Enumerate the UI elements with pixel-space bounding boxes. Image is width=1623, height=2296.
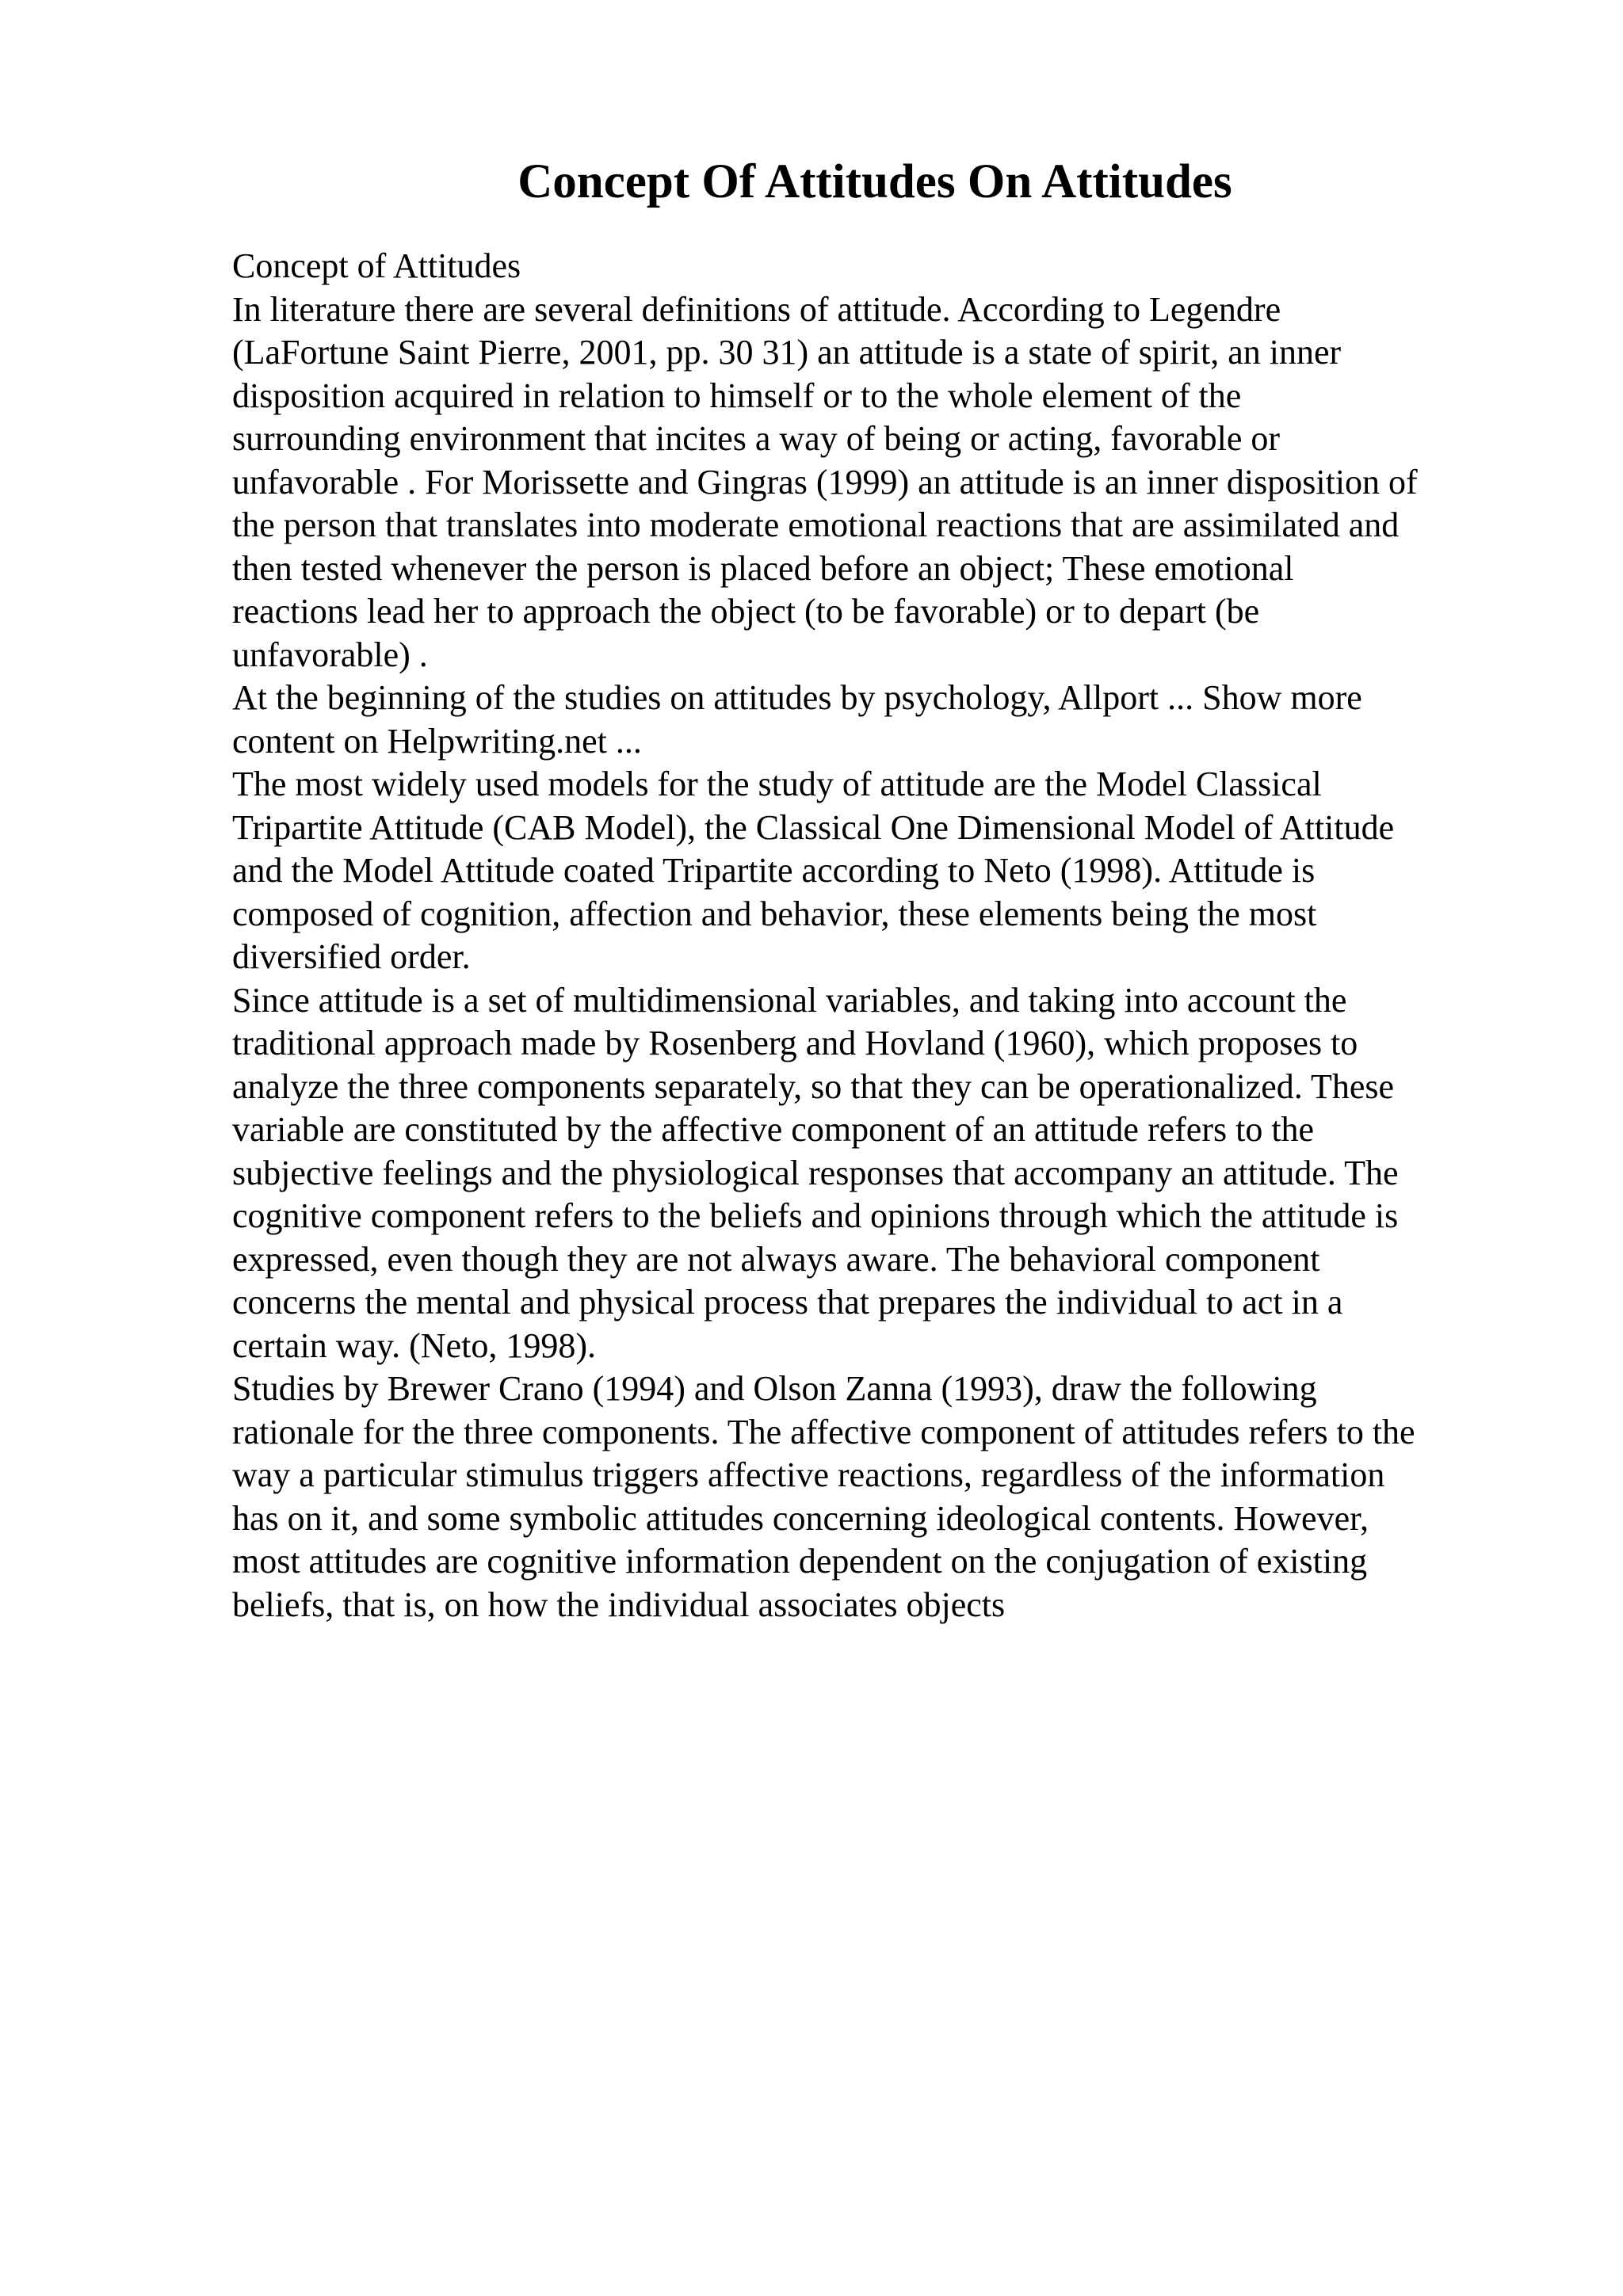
- body-text-line: variable are constituted by the affective component of an attitude refers to the: [232, 1110, 1315, 1149]
- document-title: Concept Of Attitudes On Attitudes: [517, 155, 1232, 208]
- body-text-line: disposition acquired in relation to himself or to the whole element of the: [232, 376, 1242, 415]
- body-text-line: then tested whenever the person is placed before an object; These emotional: [232, 548, 1294, 588]
- body-text-line: cognitive component refers to the beliefs and opinions through which the attitude is: [232, 1196, 1399, 1235]
- body-text-line: (LaFortune Saint Pierre, 2001, pp. 30 31) an attitude is a state of spirit, an inner: [232, 333, 1342, 372]
- body-text-line: The most widely used models for the study of attitude are the Model Classical: [232, 765, 1322, 803]
- body-text-line: Studies by Brewer Crano (1994) and Olson Zanna (1993), draw the following: [232, 1369, 1317, 1408]
- body-text-line: traditional approach made by Rosenberg and Hovland (1960), which proposes to: [232, 1024, 1358, 1062]
- body-text-line: rationale for the three components. The affective component of attitudes refers to the: [232, 1412, 1415, 1451]
- body-text-line: has on it, and some symbolic attitudes concerning ideological contents. However,: [232, 1498, 1369, 1538]
- body-text-line: At the beginning of the studies on attitudes by psychology, Allport ... Show more: [232, 678, 1362, 717]
- body-text-line: expressed, even though they are not always aware. The behavioral component: [232, 1239, 1320, 1279]
- body-text-line: certain way. (Neto, 1998).: [232, 1325, 596, 1365]
- body-text-line: composed of cognition, affection and behavior, these elements being the most: [232, 894, 1317, 933]
- body-text-line: Concept of Attitudes: [232, 246, 521, 285]
- body-text-line: most attitudes are cognitive information dependent on the conjugation of existing: [232, 1542, 1368, 1581]
- body-text-line: unfavorable . For Morissette and Gingras (1999) an attitude is an inner disposition of: [232, 462, 1418, 502]
- body-text-line: Tripartite Attitude (CAB Model), the Classical One Dimensional Model of Attitude: [232, 807, 1395, 847]
- body-text-line: way a particular stimulus triggers affective reactions, regardless of the information: [232, 1455, 1385, 1494]
- body-text-line: Since attitude is a set of multidimensional variables, and taking into account the: [232, 980, 1347, 1020]
- body-text-line: surrounding environment that incites a way of being or acting, favorable or: [232, 419, 1281, 458]
- document-body: [232, 245, 1484, 1627]
- body-text-line: concerns the mental and physical process that prepares the individual to act in a: [232, 1283, 1343, 1322]
- body-text-line: diversified order.: [232, 937, 471, 976]
- body-text-line: reactions lead her to approach the object (to be favorable) or to depart (be: [232, 592, 1260, 631]
- body-text-line: the person that translates into moderate emotional reactions that are assimilated and: [232, 505, 1400, 544]
- body-text-line: unfavorable) .: [232, 635, 428, 674]
- body-text-line: content on Helpwriting.net ...: [232, 721, 642, 761]
- body-text-line: analyze the three components separately, so that they can be operationalized. These: [232, 1066, 1395, 1106]
- body-text-line: beliefs, that is, on how the individual associates objects: [232, 1585, 1006, 1624]
- body-text-line: and the Model Attitude coated Tripartite according to Neto (1998). Attitude is: [232, 851, 1316, 890]
- body-text-line: In literature there are several definitions of attitude. According to Legendre: [232, 289, 1281, 329]
- body-text-line: subjective feelings and the physiological responses that accompany an attitude. The: [232, 1153, 1399, 1192]
